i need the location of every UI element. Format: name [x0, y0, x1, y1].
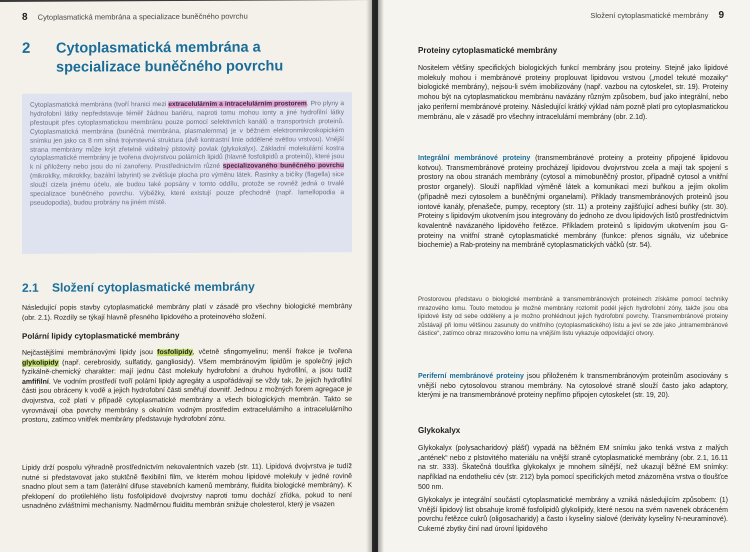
section-number: 2.1: [22, 280, 39, 295]
section-title: Složení cytoplasmatické membrány: [52, 279, 255, 295]
section-heading: [22, 280, 255, 295]
lipids-paragraph-2: Lipidy drží pospolu výhradně prostřednictvím nekovalentních vazeb (str. 11). Lipidová dvojvrstva je tudíž nutné si představovat jako stuktčně flexibilní film, ve kterém mohou lipidové molekuly v jedné rovině snadno plout sem a tam (laterální difuse stavebních kamenů membrány, fluidita biologické membrány). K překlopení do protilehlého listu fosfolipidové dvojvrstvy naproti tomu dochází zřídka, pokud to není usnadněno zvláštními mechanismy. Nadměrnou fluiditu membrán snižuje cholesterol, který je vsazen: [22, 463, 352, 511]
right-running-head-text: Složení cytoplasmatické membrány: [590, 11, 709, 20]
left-page: [0, 0, 372, 552]
right-page: [378, 0, 750, 552]
left-running-header: [22, 11, 248, 23]
freeze-fracture-note: Prostorovou představu o biologické membráně a transmembránových proteinech získáme pomocí techniky mrazového lomu. Touto metodou je možné membrány rozlomit podél jejich hydrofobní zóny, takže jsou oba lipidové listy od sebe odděleny a je možno prohlédnout jejich hydrofobní povrchy. Transmembránové proteiny zůstávají při lomu většinou zasunuty do vnitřního (cytoplasmatického) listu a jeví se zde jako „intramembránové částice“, zatímco obraz mrazového lomu na vnějším listu vykazuje odpovídající otvory.: [418, 296, 728, 338]
right-running-header: [590, 10, 724, 21]
subheading-membrane-proteins: Proteiny cytoplasmatické membrány: [418, 46, 558, 55]
lipids-paragraph: Nejčastějšími membránovými lipidy jsou fosfolipidy, včetně sfingomyelinu; menší frakce je tvořena glykolipidy (např. cerebrosidy, sulfatidy, gangliosidy). Všem membránovým lipidům je společný jejich fyzikálně-chemický charakter: mají jednu část molekuly hydrofobní a druhou hydrofilní, a jsou tudíž amfifilní. Ve vodním prostředí tvoří polární lipidy agregáty a uspořádávají se vždy tak, že jejich hydrofilní části jsou obráceny k vodě a jejich hydrofobní části směřují dovnitř. Jednou z možných forem agregace je dvojvrstva, což platí v případě cytoplasmatické membrány a všech biologických membrán. Takto se vyrovnávají oba povrchy membrány s okolním vodným prostředím extracelulárního a intracelulárního prostoru, zatímco vnitřek membrány představuje hydrofobní zónu.: [22, 348, 352, 424]
subheading-glycocalyx: Glykokalyx: [418, 426, 461, 435]
integral-proteins-paragraph: Integrální membránové proteiny (transmembránové proteiny a proteiny připojené lipidovou kotvou). Transmembránové proteiny procházejí lipidovou dvojvrstvou zcela a mají tak spojení s prostory na obou stranách membrány (cytosol a mimobuněčný prostor, případně cytosol a vnitřní prostor organely). Slouží například výměně látek a komunikaci mezi buňkou a jejím okolím (případně mezi cytosolem a buněčnými organelami). Příklady transmembránových proteinů jsou iontové kanály, přenašeče, pumpy, receptory (str. 11) a proteiny zajišťující adhesi buňky (str. 30). Proteiny s lipidovým ukotvením jsou integrovány do jednoho ze dvou lipidových listů prostřednictvím kovalentně navázaného lipidového řetězce. Příkladem proteinů s lipidovým ukotvením jsou G-proteiny na vnitřní straně cytoplasmatické membrány (funkce: přenos signálu, viz učebnice biochemie) a Rab-proteiny na membráně cytoplasmatických váčků (str. 54).: [418, 155, 728, 250]
right-page-number: 9: [718, 10, 724, 21]
left-running-head-text: Cytoplasmatická membrána a specializace buněčného povrchu: [37, 11, 248, 22]
integral-proteins-lead: Integrální membránové proteiny: [418, 155, 531, 162]
chapter-summary-box: [22, 92, 352, 254]
glycocalyx-paragraph-2: Glykokalyx je integrální součástí cytoplasmatické membrány a vzniká následujícím způsobem: (1) Vnější lipidový list obsahuje kromě fosfolipidů glykolipidy, které nesou na svém navenek obráceném povrchu řetězce cukrů (oligosacharidy) a často i kyseliny sialové (deriváty kyseliny N-neuraminové). Cukerné zbytky činí nad úrovní lipidového: [418, 497, 728, 534]
peripheral-proteins-lead: Periferní membránové proteiny: [418, 373, 524, 380]
chapter-title: Cytoplasmatická membrána a specializace buněčného povrchu: [56, 39, 284, 76]
chapter-number: 2: [22, 39, 31, 57]
summary-paragraph: Cytoplasmatická membrána (tvoří hranici mezi extracelulárním a intracelulárním prostorem. Pro plyny a hydrofobní látky nepředstavuje téměř žádnou bariéru, naproti tomu mohou ionty a jiné hydrofilní látky přestoupit přes cytoplasmatickou membránu pouze pomocí selektivních kanálů a transportních proteinů. Cytoplasmatická membrána (buněčná membrána, plasmalemma) je v běžném elektronmikroskopickém snímku jen jako ca 8 nm silná trojvrstevná struktura (dvě kontrastní linie oddělené světlou vrstvou). Vnější strana membrány může krýt zřetelně viditelný plstovitý povlak (glykokalyx). Základní molekulární kostra cytoplasmatické membrány je tvořena dvojvrstvou polárních lipidů (hlavně fosfolipidů a proteinů), které jsou k ní přiloženy nebo jsou do ní zanořeny. Prostřednictvím různé specializovaného buněčného povrchu (mikroklky, mikroklky, bazální labyrint) se zvětšuje plocha pro výměnu látek. Řasinky a bičíky (flagella) sice slouží cizela jinému účelu, ale budou také popsány v tomto oddílu, protože se rovněž jedná o trvalé specializace buněčného povrchu. Výběžky, které existují pouze přechodně (např. lamellopodia a pseudopodia), budou probrány na jiném místě.: [30, 100, 344, 207]
glycocalyx-paragraph: Glykokalyx (polysacharidový plášť) vypadá na běžném EM snímku jako tenká vrstva z malých „antének“ nebo z plstovitého materiálu na vnější straně cytoplasmatické membrány (obr. 2.1, 16.11 na str. 333). Škatečná tloušťka glykokalyx je mnohem silnější, než ukazují běžné EM snímky: například na endotheliu cév (str. 212) byla pomocí specifických metod znázorněna vrstva o tloušťce 500 nm.: [418, 445, 728, 491]
chapter-heading: [22, 38, 352, 76]
section-intro: Následující popis stavby cytoplasmatické membrány platí v zásadě pro všechny biologické membrány (obr. 2.1). Rozdíly se týkají hlavně přesného lipidového a proteinového složení.: [22, 303, 352, 322]
peripheral-proteins-paragraph: Periferní membránové proteiny jsou přiloženém k transmembránovým proteinům asociovány s vnější nebo cytosolovou stranou membrány. Na cytosolové straně slouží často jako adaptory, kterými je na transmembránové proteiny nepřímo připojen cytoskelet (str. 19, 20).: [418, 373, 728, 400]
proteins-paragraph: Nositelem většiny specifických biologických funkcí membrány jsou proteiny. Stejně jako lipidové molekuly mohou i membránové proteiny proplouvat lipidovou vrstvou („model tekuté mozaiky“ biologické membrány), nejsou-li svém imobilizovány (např. vazbou na cytoskelet, str. 19). Proteiny mohou být na cytoplasmatickou membránu navázány různým způsobem, buď jako integrální, nebo jako periferní membránové proteiny. Následující krátký výklad nám pozně platí pro cytoplasmatickou membránu, ale v zásadě pro všechny intracelulární membrány (obr. 2.1d).: [418, 65, 728, 121]
book-gutter-shadow: [366, 0, 384, 552]
left-page-number: 8: [22, 11, 28, 23]
subheading-polar-lipids: Polární lipidy cytoplasmatické membrány: [22, 331, 180, 341]
